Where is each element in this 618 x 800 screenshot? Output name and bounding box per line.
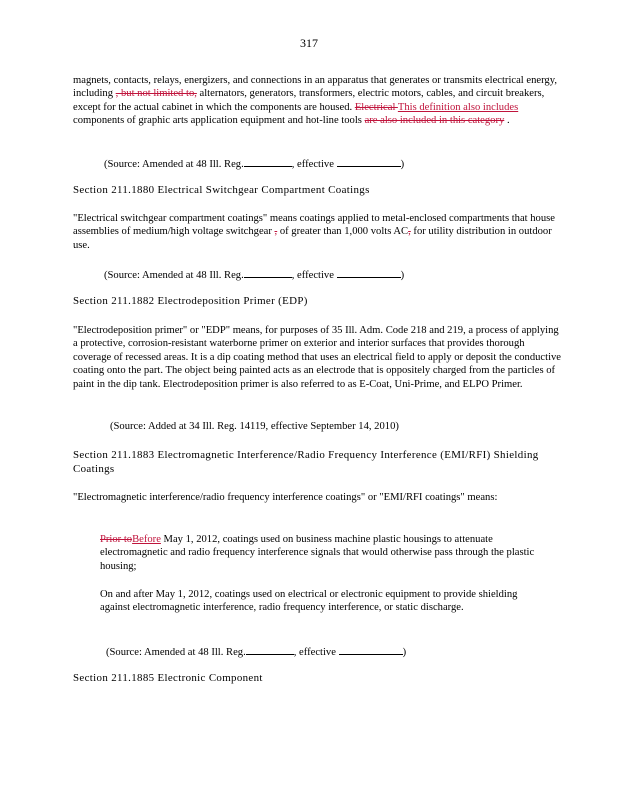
blank-line — [246, 644, 294, 655]
paragraph-components-definition — [73, 74, 563, 128]
deleted-text: Prior to — [100, 534, 133, 545]
page-number: 317 — [300, 36, 318, 50]
deleted-text: Electrical — [354, 101, 398, 113]
blank-line — [244, 267, 292, 278]
text: magnets, contacts, relays, energizers, and connections in an apparatus that generates or transmits electrical energy, including — [73, 75, 557, 100]
blank-line — [339, 644, 403, 655]
text: . — [504, 115, 510, 127]
paragraph-switchgear-definition: "Electrical switchgear compartment coatings" means coatings applied to metal-enclosed compartments that house assemblies of medium/high voltage switchgear , of greater than 1,000 volts AC, for utility distribution in outdoor use. — [73, 213, 555, 251]
text: components of graphic arts application equipment and hot-line tools — [73, 115, 365, 127]
deleted-text: , — [408, 226, 411, 238]
section-heading-1885: Section 211.1885 Electronic Component — [73, 672, 263, 684]
source-note: (Source: Added at 34 Ill. Reg. 14119, effective September 14, 2010) — [110, 421, 399, 432]
deleted-text: , but not limited to, — [115, 88, 197, 100]
blank-line — [337, 156, 401, 167]
inserted-text: Before — [132, 534, 161, 545]
list-item-before-2012: Prior toBefore May 1, 2012, coatings used on business machine plastic housings to attenuate electromagnetic and radio frequency interference signals that would otherwise pass through the plastic housing; — [100, 534, 535, 572]
source-note: (Source: Amended at 48 Ill. Reg. , effective ) — [104, 156, 404, 171]
blank-line — [244, 156, 292, 167]
text: alternators, generators, transformers, electric motors, cables, and circuit breakers, except for the actual cabinet in which the components are housed. — [73, 88, 545, 113]
source-note: (Source: Amended at 48 Ill. Reg. , effective ) — [104, 267, 404, 282]
blank-line — [337, 267, 401, 278]
section-heading-1882: Section 211.1882 Electrodeposition Primer (EDP) — [73, 295, 308, 307]
deleted-text: are also included in this category — [364, 115, 505, 127]
list-item-after-2012: On and after May 1, 2012, coatings used on electrical or electronic equipment to provide shielding against electromagnetic interference, radio frequency interference, or static discharge. — [100, 589, 518, 614]
inserted-text: This definition also includes — [397, 101, 519, 113]
section-heading-1880: Section 211.1880 Electrical Switchgear Compartment Coatings — [73, 184, 370, 196]
section-heading-1883: Section 211.1883 Electromagnetic Interference/Radio Frequency Interference (EMI/RFI) Shielding Coatings — [73, 449, 539, 475]
source-note: (Source: Amended at 48 Ill. Reg. , effective ) — [106, 644, 406, 659]
paragraph-edp-definition: "Electrodeposition primer" or "EDP" means, for purposes of 35 Ill. Adm. Code 218 and 219, a process of applying a protective, corrosion-resistant waterborne primer on exterior and interior surfaces that provides thorough coverage of recessed areas. It is a dip coating method that uses an electrical field to apply or deposit the conductive coating onto the part. The object being painted acts as an electrode that is oppositely charged from the particles of paint in the dip tank. Electrodeposition primer is also referred to as E-Coat, Uni-Prime, and ELPO Primer. — [73, 325, 562, 390]
deleted-text: , — [274, 226, 278, 238]
paragraph-emi-intro: "Electromagnetic interference/radio frequency interference coatings" or "EMI/RFI coatings" means: — [73, 492, 498, 503]
